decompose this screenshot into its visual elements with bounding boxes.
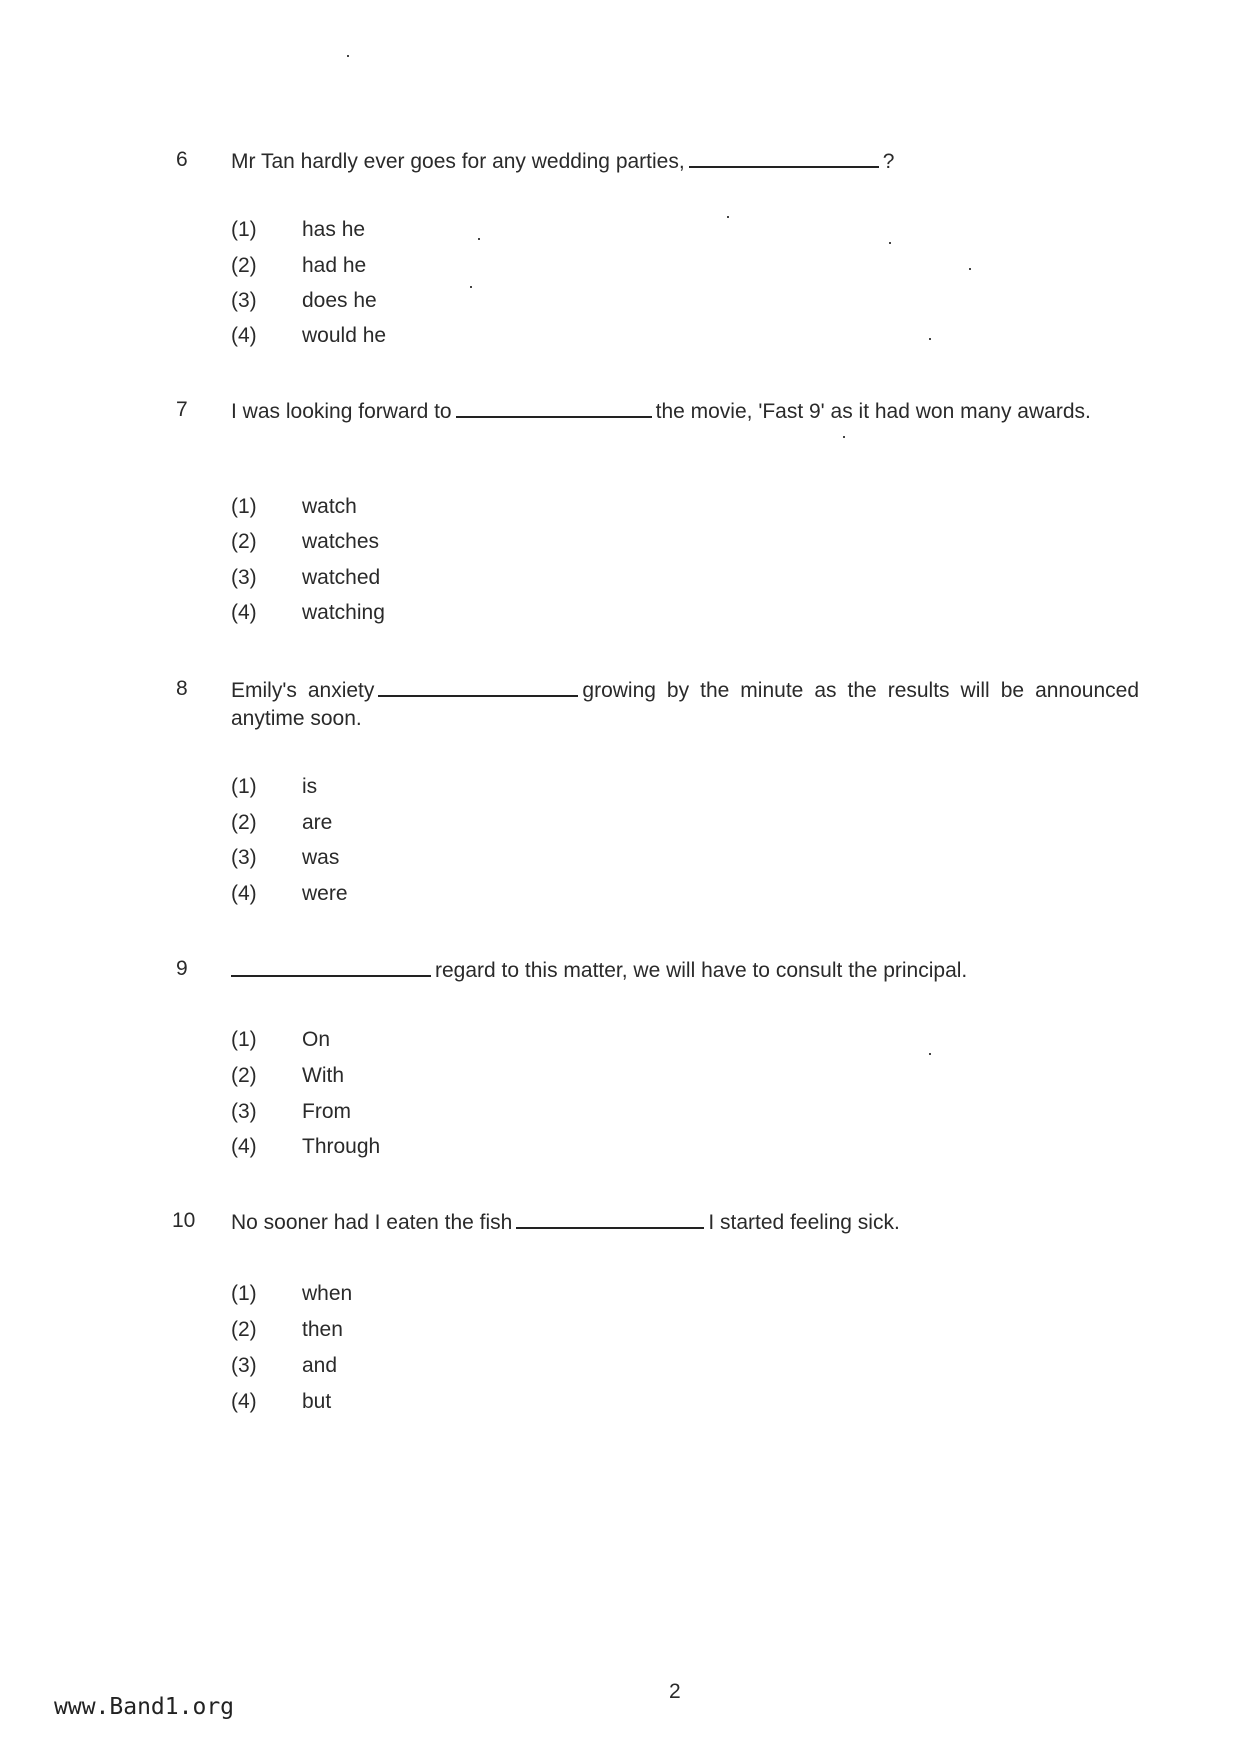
option-text: then <box>302 1318 343 1341</box>
option-label: (3) <box>231 289 257 312</box>
question-stem: No sooner had I eaten the fish <box>231 1211 513 1234</box>
option-text: and <box>302 1354 338 1377</box>
footer-url: www.Band1.org <box>54 1694 235 1720</box>
answer-blank <box>231 957 431 977</box>
option-label: (3) <box>231 846 257 869</box>
option-label: (3) <box>231 1100 257 1123</box>
question-stem: Mr Tan hardly ever goes for any wedding parties, <box>231 150 685 173</box>
scan-speck <box>929 338 931 340</box>
option-text: when <box>302 1282 353 1305</box>
question-number: 7 <box>176 398 188 421</box>
option-label: (1) <box>231 1028 257 1051</box>
question-stem-end: regard to this matter, we will have to consult the principal. <box>435 959 968 982</box>
question-text <box>231 1209 1139 1237</box>
option-text: On <box>302 1028 331 1051</box>
question-number: 9 <box>176 957 188 980</box>
question-stem-end: the movie, 'Fast 9' as it had won many awards. <box>655 400 1091 423</box>
question-number: 8 <box>176 677 188 700</box>
option-label: (4) <box>231 882 257 905</box>
question-number: 6 <box>176 148 188 171</box>
scan-speck <box>969 268 971 270</box>
option-label: (1) <box>231 1282 257 1305</box>
option-text: has he <box>302 218 366 241</box>
option-text: watched <box>302 566 381 589</box>
option-text: would he <box>302 324 387 347</box>
option-label: (4) <box>231 1135 257 1158</box>
scan-speck <box>347 55 349 57</box>
scan-speck <box>843 436 845 438</box>
option-label: (1) <box>231 775 257 798</box>
scan-speck <box>478 238 480 240</box>
option-label: (4) <box>231 1390 257 1413</box>
option-label: (2) <box>231 1064 257 1087</box>
option-text: but <box>302 1390 332 1413</box>
option-label: (1) <box>231 218 257 241</box>
question-text <box>231 148 1139 176</box>
option-text: watch <box>302 495 357 518</box>
question-text <box>231 677 1139 733</box>
option-text: watches <box>302 530 380 553</box>
option-text: Through <box>302 1135 381 1158</box>
question-number: 10 <box>172 1209 196 1232</box>
option-label: (4) <box>231 324 257 347</box>
question-stem-end: ? <box>882 150 895 173</box>
option-text: With <box>302 1064 344 1087</box>
option-label: (3) <box>231 566 257 589</box>
option-text: were <box>302 882 348 905</box>
option-label: (4) <box>231 601 257 624</box>
option-text: had he <box>302 254 367 277</box>
answer-blank <box>689 148 879 168</box>
option-text: watching <box>302 601 385 624</box>
option-label: (2) <box>231 1318 257 1341</box>
scan-speck <box>889 242 891 244</box>
scan-speck <box>929 1053 931 1055</box>
option-label: (2) <box>231 811 257 834</box>
answer-blank <box>378 677 578 697</box>
question-stem-end: growing by the minute as the results will be announced anytime soon. <box>231 679 1139 730</box>
question-stem: Emily's anxiety <box>231 679 375 702</box>
option-text: was <box>302 846 340 869</box>
answer-blank <box>456 398 652 418</box>
option-text: are <box>302 811 333 834</box>
question-text <box>231 398 1139 426</box>
question-text <box>231 957 1139 985</box>
option-text: does he <box>302 289 377 312</box>
option-text: From <box>302 1100 351 1123</box>
page-number: 2 <box>669 1680 681 1703</box>
option-label: (3) <box>231 1354 257 1377</box>
option-label: (1) <box>231 495 257 518</box>
question-stem-end: I started feeling sick. <box>708 1211 900 1234</box>
option-text: is <box>302 775 318 798</box>
scan-speck <box>470 286 472 288</box>
answer-blank <box>516 1209 704 1229</box>
option-label: (2) <box>231 254 257 277</box>
option-label: (2) <box>231 530 257 553</box>
question-stem: I was looking forward to <box>231 400 452 423</box>
scan-speck <box>727 216 729 218</box>
